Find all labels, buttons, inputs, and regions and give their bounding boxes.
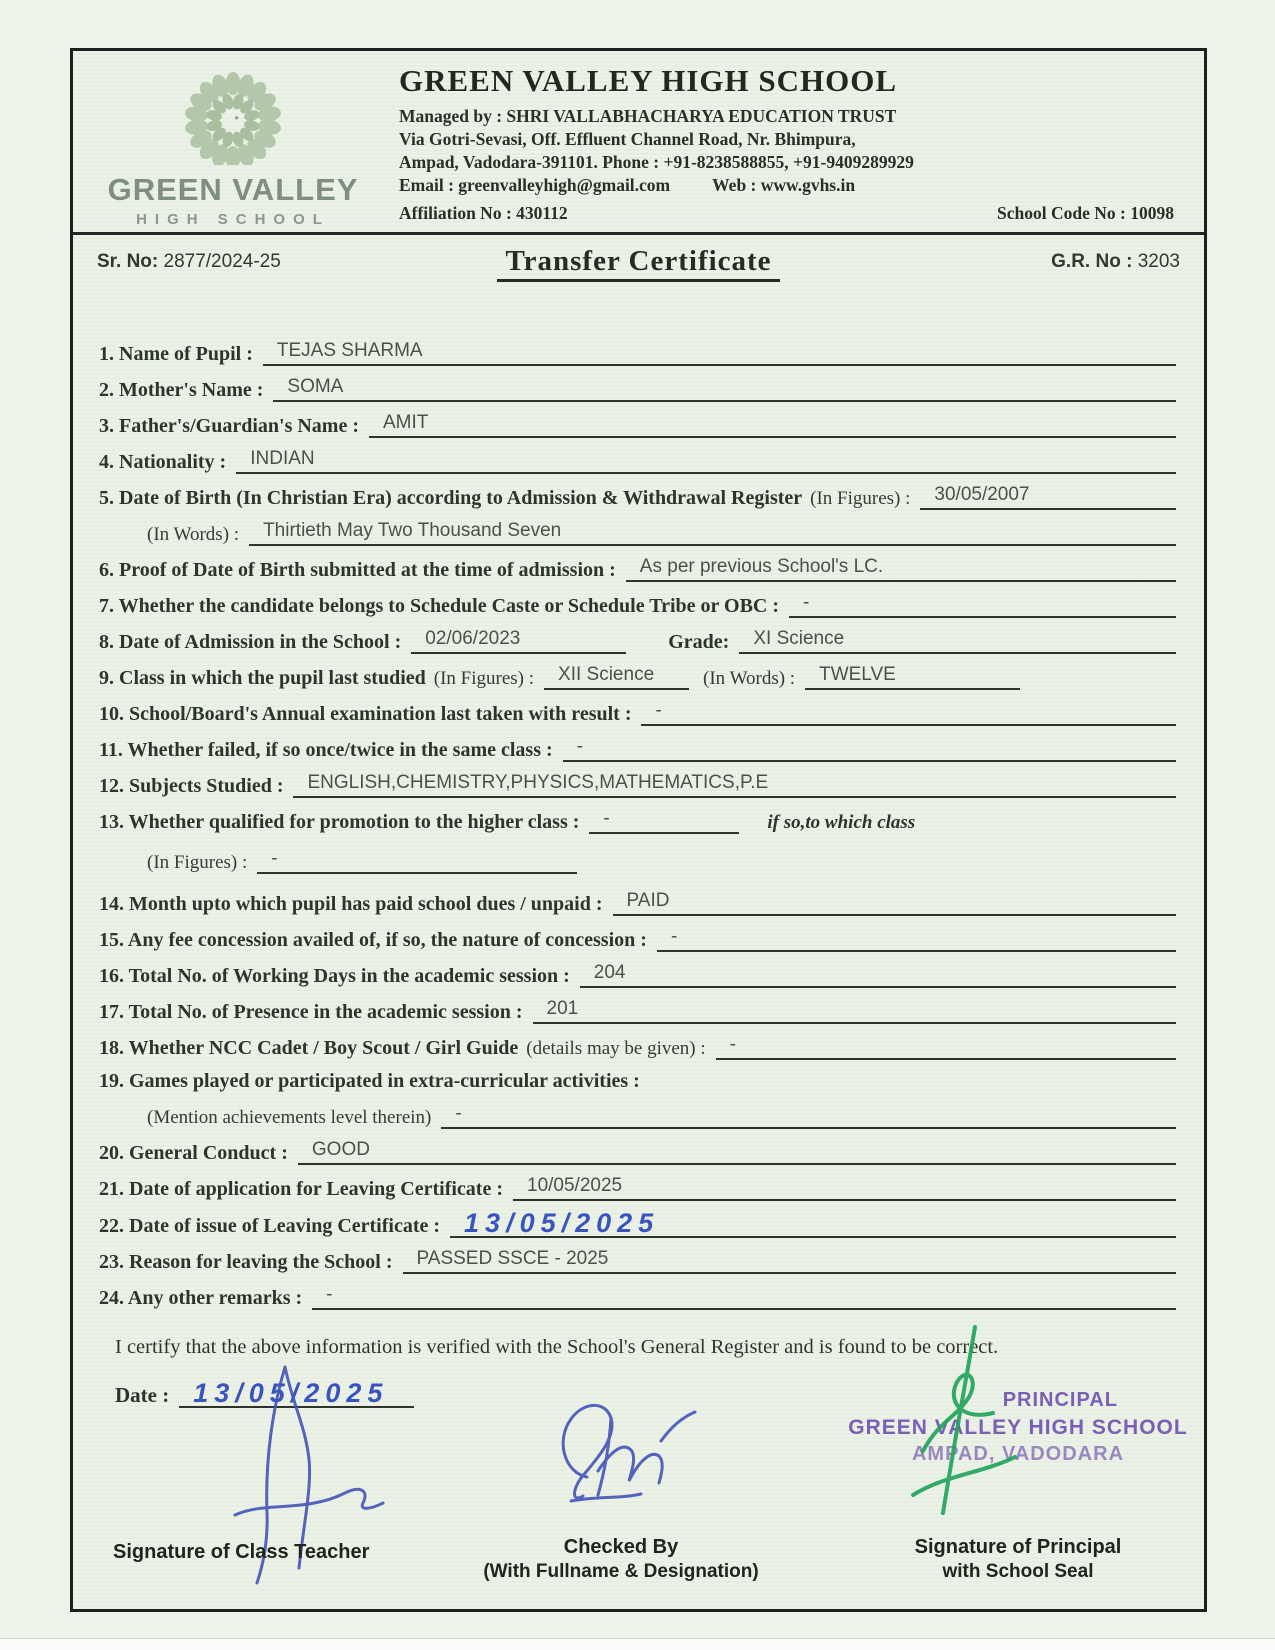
field-value <box>263 340 1176 366</box>
checked-by-block <box>481 1536 761 1583</box>
field-value <box>589 808 739 834</box>
field-value-text: TEJAS SHARMA <box>276 340 423 361</box>
field-value <box>312 1284 1176 1310</box>
field-row <box>99 1034 1176 1060</box>
school-name: GREEN VALLEY HIGH SCHOOL <box>399 63 898 98</box>
field-value-text: PAID <box>626 890 670 911</box>
field-label: 17. Total No. of Presence in the academic session : <box>99 1001 523 1023</box>
field-row <box>99 1248 1176 1274</box>
field-row <box>99 926 1176 952</box>
field-value-text: 30/05/2007 <box>934 484 1030 505</box>
page-bottom-edge <box>0 1638 1275 1650</box>
stamp-line-1: PRINCIPAL <box>1002 1389 1118 1411</box>
field-value <box>544 664 689 690</box>
field-value-text: 02/06/2023 <box>425 628 521 649</box>
field-label: 19. Games played or participated in extra-curricular activities : <box>99 1070 640 1092</box>
field-value-text: 204 <box>593 962 626 983</box>
field-row <box>99 1139 1176 1165</box>
field-label: 10. School/Board's Annual examination last taken with result : <box>99 703 632 725</box>
field-value-text: - <box>271 848 278 869</box>
field-label: 6. Proof of Date of Birth submitted at the time of admission : <box>99 559 616 581</box>
field-label: 23. Reason for leaving the School : <box>99 1251 393 1273</box>
field-label: 16. Total No. of Working Days in the academic session : <box>99 965 570 987</box>
field-row <box>139 1103 1176 1129</box>
serial-number-label: Sr. No: <box>97 250 159 272</box>
date-handwritten-value: 13/05/2025 <box>179 1381 414 1408</box>
field-value-text: XII Science <box>558 664 655 685</box>
field-label: 9. Class in which the pupil last studied <box>99 667 426 689</box>
field-value-text: 13/05/2025 <box>464 1208 660 1238</box>
field-value <box>789 592 1176 618</box>
field-value-text: TWELVE <box>819 664 896 685</box>
field-row <box>99 736 1176 762</box>
field-label: Grade: <box>668 631 730 653</box>
field-row <box>99 664 1176 690</box>
field-row <box>99 1284 1176 1310</box>
website: Web : www.gvhs.in <box>712 175 856 195</box>
field-value-text: XI Science <box>753 628 845 649</box>
field-label: 22. Date of issue of Leaving Certificate : <box>99 1215 441 1237</box>
field-value <box>298 1139 1176 1165</box>
field-value <box>236 448 1176 474</box>
principal-seal-label: with School Seal <box>942 1561 1094 1582</box>
checked-by-label: Checked By <box>563 1536 679 1558</box>
stamp-line-2: GREEN VALLEY HIGH SCHOOL <box>848 1416 1188 1439</box>
field-row <box>99 556 1176 582</box>
field-label-plain: (In Figures) : <box>433 668 535 689</box>
field-value-text: - <box>729 1034 736 1055</box>
field-row <box>99 448 1176 474</box>
field-value <box>805 664 1020 690</box>
field-value <box>257 848 577 874</box>
field-value <box>411 628 626 654</box>
field-value <box>739 628 1176 654</box>
field-label: 11. Whether failed, if so once/twice in the same class : <box>99 739 553 761</box>
header-text <box>383 61 1188 228</box>
contact-line <box>399 174 1188 197</box>
logo-wordmark-sub: HIGH SCHOOL <box>136 211 330 228</box>
field-label-plain: (details may be given) : <box>526 1038 706 1059</box>
serial-number <box>97 251 377 273</box>
signature-area <box>73 1341 1204 1601</box>
field-value-handwritten <box>450 1208 1176 1238</box>
school-code: School Code No : 10098 <box>997 203 1174 223</box>
field-row <box>99 484 1176 510</box>
logo-wordmark: GREEN VALLEY <box>107 172 359 207</box>
address-line-1: Via Gotri-Sevasi, Off. Effluent Channel Road, Nr. Bhimpura, <box>399 129 856 149</box>
field-label: 12. Subjects Studied : <box>99 775 284 797</box>
field-value-text: As per previous School's LC. <box>639 556 884 577</box>
header <box>73 51 1204 235</box>
field-row <box>99 808 1176 834</box>
field-label: 14. Month upto which pupil has paid school dues / unpaid : <box>99 893 603 915</box>
field-label: 8. Date of Admission in the School : <box>99 631 402 653</box>
field-label-plain: (In Words) : <box>147 524 240 545</box>
managed-by: Managed by : SHRI VALLABHACHARYA EDUCATION TRUST <box>399 106 897 126</box>
principal-signature-label: Signature of Principal <box>914 1536 1122 1558</box>
class-teacher-signature-label: Signature of Class Teacher <box>113 1541 370 1563</box>
school-logo <box>83 61 383 228</box>
field-row <box>99 1070 1176 1093</box>
field-label: 21. Date of application for Leaving Certificate : <box>99 1178 503 1200</box>
field-value-text: - <box>576 736 583 757</box>
field-row <box>99 1208 1176 1238</box>
field-label: 1. Name of Pupil : <box>99 343 253 365</box>
field-label: 18. Whether NCC Cadet / Boy Scout / Girl Guide <box>99 1037 519 1059</box>
field-row <box>99 340 1176 366</box>
field-value-text: - <box>455 1103 462 1124</box>
field-value <box>293 772 1176 798</box>
field-row <box>139 848 1176 874</box>
checked-by-signature-icon <box>541 1379 711 1529</box>
principal-signature-block <box>863 1536 1173 1583</box>
field-label: 15. Any fee concession availed of, if so, the nature of concession : <box>99 929 647 951</box>
field-value <box>716 1034 1176 1060</box>
field-value <box>613 890 1176 916</box>
gr-number-label: G.R. No : <box>1051 250 1133 272</box>
field-row <box>99 376 1176 402</box>
field-value-text: INDIAN <box>250 448 315 469</box>
field-label-plain: (In Figures) : <box>810 488 911 509</box>
field-row <box>99 592 1176 618</box>
principal-signature-icon <box>895 1323 1045 1523</box>
field-value-text: - <box>326 1284 333 1305</box>
checked-by-sublabel: (With Fullname & Designation) <box>483 1561 759 1582</box>
field-row <box>99 998 1176 1024</box>
field-value-text: - <box>803 592 810 613</box>
field-value <box>657 926 1176 952</box>
field-value <box>403 1248 1176 1274</box>
transfer-certificate-document <box>70 48 1207 1612</box>
field-value <box>533 998 1177 1024</box>
serial-number-value: 2877/2024-25 <box>163 250 281 272</box>
field-value-text: - <box>603 808 610 829</box>
field-label: 7. Whether the candidate belongs to Schedule Caste or Schedule Tribe or OBC : <box>99 595 780 617</box>
field-row <box>99 412 1176 438</box>
field-row <box>99 772 1176 798</box>
field-value-text: - <box>670 926 678 947</box>
field-value-text: 10/05/2025 <box>527 1175 623 1196</box>
certification-statement: I certify that the above information is verified with the School's General Register and is found to be correct. <box>115 1336 999 1358</box>
field-label: 4. Nationality : <box>99 451 227 473</box>
field-label: 24. Any other remarks : <box>99 1287 303 1309</box>
gr-number <box>900 251 1180 273</box>
field-note: if so,to which class <box>767 812 916 833</box>
field-value-text: - <box>655 700 662 721</box>
field-value <box>580 962 1176 988</box>
field-row <box>99 890 1176 916</box>
field-value <box>273 376 1176 402</box>
field-value <box>441 1103 1176 1129</box>
field-row <box>99 1175 1176 1201</box>
field-value <box>369 412 1176 438</box>
field-label-plain: (In Words) : <box>703 668 796 689</box>
field-label: 3. Father's/Guardian's Name : <box>99 415 359 437</box>
field-value <box>563 736 1176 762</box>
field-label: 5. Date of Birth (In Christian Era) according to Admission & Withdrawal Register <box>99 487 803 509</box>
field-value-text: SOMA <box>287 376 344 397</box>
field-label-plain: (Mention achievements level therein) <box>147 1107 432 1128</box>
field-value-text: GOOD <box>311 1139 370 1160</box>
field-value-text: PASSED SSCE - 2025 <box>416 1248 609 1269</box>
field-value-text: ENGLISH,CHEMISTRY,PHYSICS,MATHEMATICS,P.E <box>307 772 769 793</box>
field-value <box>626 556 1176 582</box>
affiliation-row <box>399 202 1188 225</box>
affiliation-no: Affiliation No : 430112 <box>399 203 568 223</box>
field-row <box>139 520 1176 546</box>
address-line-2: Ampad, Vadodara-391101. Phone : +91-8238588855, +91-9409289929 <box>399 152 914 172</box>
field-value <box>920 484 1176 510</box>
email: Email : greenvalleyhigh@gmail.com <box>399 175 671 195</box>
field-value-text: AMIT <box>383 412 429 433</box>
gr-number-value: 3203 <box>1137 250 1180 272</box>
date-label: Date : <box>115 1383 170 1407</box>
field-value <box>249 520 1176 546</box>
field-label-plain: (In Figures) : <box>147 852 248 873</box>
document-title: Transfer Certificate <box>377 245 900 278</box>
field-label: 13. Whether qualified for promotion to the higher class : <box>99 811 580 833</box>
field-label: 20. General Conduct : <box>99 1142 288 1164</box>
fields <box>73 340 1204 1310</box>
title-bar <box>73 235 1204 284</box>
field-row <box>99 700 1176 726</box>
field-row <box>99 628 1176 654</box>
field-label: 2. Mother's Name : <box>99 379 264 401</box>
stamp-line-3: AMPAD, VADODARA <box>911 1443 1125 1465</box>
field-row <box>99 962 1176 988</box>
field-value-text: Thirtieth May Two Thousand Seven <box>263 520 562 541</box>
rosette-logo-icon <box>177 65 289 165</box>
field-value <box>513 1175 1176 1201</box>
field-value-text: 201 <box>546 998 579 1019</box>
field-value <box>641 700 1176 726</box>
